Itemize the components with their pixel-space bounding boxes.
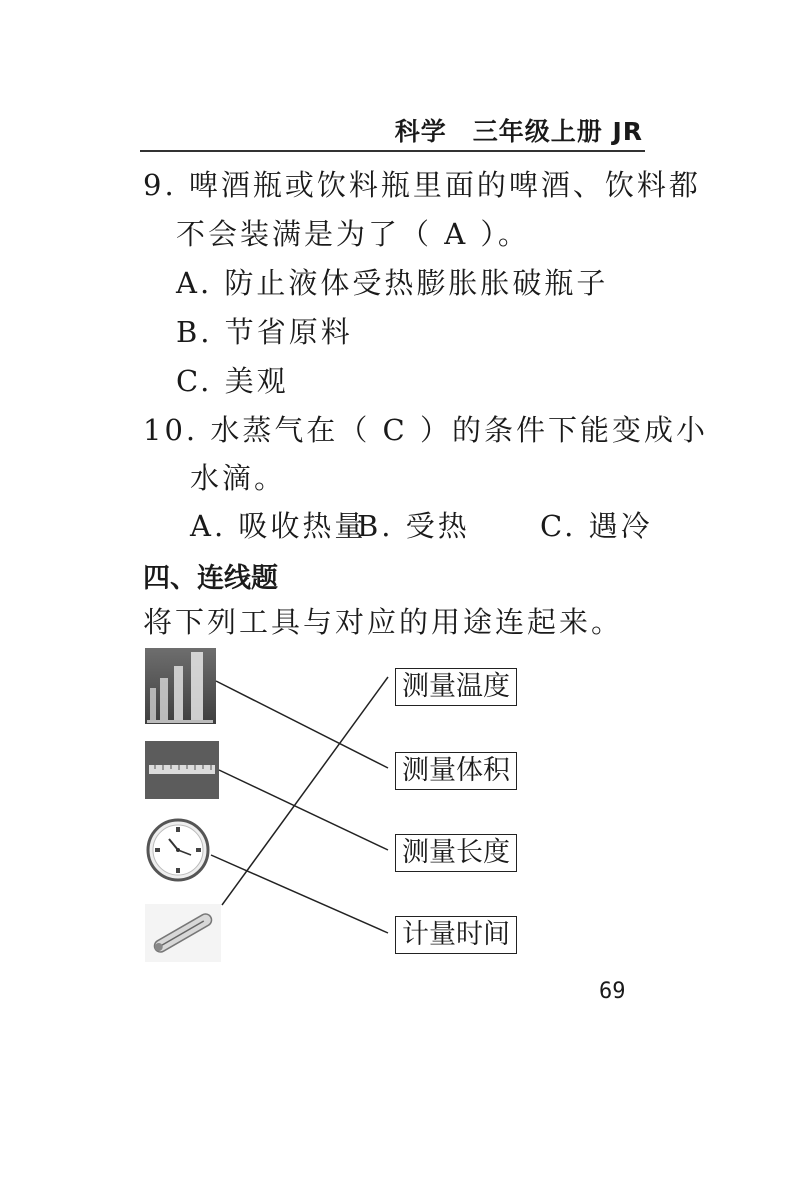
q10-line2: 水滴。 xyxy=(190,461,287,495)
use-box-length: 测量长度 xyxy=(395,834,517,872)
use-box-volume: 测量体积 xyxy=(395,752,517,790)
section-instruction: 将下列工具与对应的用途连起来。 xyxy=(143,605,624,639)
line-ruler-to-length xyxy=(219,770,388,850)
q10-option-c: C. 遇冷 xyxy=(540,509,653,543)
section-title: 四、连线题 xyxy=(143,563,278,594)
q9-option-b: B. 节省原料 xyxy=(176,315,353,349)
q9-option-a: A. 防止液体受热膨胀胀破瓶子 xyxy=(176,266,609,300)
line-thermometer-to-temperature xyxy=(222,677,388,905)
q10-line1: 10. 水蒸气在（ C ）的条件下能变成小 xyxy=(143,413,708,447)
q9-option-c: C. 美观 xyxy=(176,364,289,398)
page-header: 科学 三年级上册 JR xyxy=(394,117,643,146)
use-box-time: 计量时间 xyxy=(395,916,517,954)
line-cylinder-to-volume xyxy=(216,681,388,768)
q9-line2: 不会装满是为了（ A ）。 xyxy=(176,217,530,251)
q10-option-b: B. 受热 xyxy=(357,509,470,543)
q9-line1: 9. 啤酒瓶或饮料瓶里面的啤酒、饮料都 xyxy=(143,168,701,202)
use-box-temperature: 测量温度 xyxy=(395,668,517,706)
page-number: 69 xyxy=(599,979,626,1004)
q10-option-a: A. 吸收热量 xyxy=(190,509,367,543)
line-clock-to-time xyxy=(211,855,388,933)
